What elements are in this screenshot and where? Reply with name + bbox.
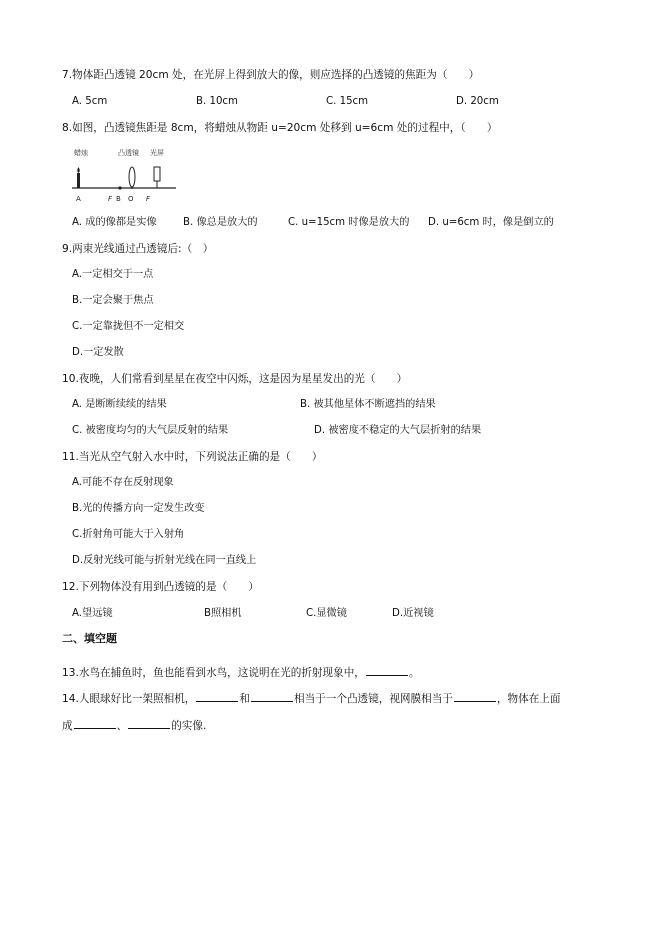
q10-stem: 10.夜晚，人们常看到星星在夜空中闪烁，这是因为星星发出的光（ ） (62, 373, 408, 385)
q12-option-a: A.望远镜 (72, 608, 113, 619)
q14-text-c: 相当于一个凸透镜，视网膜相当于 (293, 693, 453, 705)
q8-option-b: B. 像总是放大的 (183, 217, 258, 228)
optical-bench-figure (70, 143, 180, 205)
q11-option-b: B.光的传播方向一定发生改变 (72, 503, 205, 514)
figure-label-o: O (128, 195, 134, 203)
q7-option-a: A. 5cm (72, 96, 108, 107)
q11-option-d: D.反射光线可能与折射光线在同一直线上 (72, 555, 257, 566)
lens-shape (129, 167, 135, 187)
q14-blank-2[interactable] (251, 691, 293, 702)
figure-label-b: B (116, 195, 121, 203)
q8-option-a: A. 成的像都是实像 (72, 217, 157, 228)
q14-text-a: 14.人眼球好比一架照相机， (62, 693, 196, 705)
q11-option-a: A.可能不存在反射现象 (72, 477, 174, 488)
q10-option-a: A. 是断断续续的结果 (72, 399, 167, 410)
q7-option-b: B. 10cm (196, 96, 238, 107)
figure-label-a: A (76, 195, 81, 203)
q7-option-d: D. 20cm (456, 96, 499, 107)
q14-blank-4[interactable] (74, 718, 116, 729)
q7-stem: 7.物体距凸透镜 20cm 处，在光屏上得到放大的像，则应选择的凸透镜的焦距为（ ） (62, 69, 480, 81)
q12-option-d: D.近视镜 (392, 608, 434, 619)
q14-text-f: 、 (116, 720, 128, 732)
screen-shape (154, 167, 160, 181)
q10-option-b: B. 被其他星体不断遮挡的结果 (300, 399, 436, 410)
q10-option-c: C. 被密度均匀的大气层反射的结果 (72, 425, 229, 436)
q14-blank-1[interactable] (196, 691, 238, 702)
q12-stem: 12.下列物体没有用到凸透镜的是（ ） (62, 581, 259, 593)
q14-line-2 (62, 718, 206, 733)
q13-text: 13.水鸟在捕鱼时，鱼也能看到水鸟，这说明在光的折射现象中， (62, 667, 365, 679)
q9-stem: 9.两束光线通过凸透镜后:（ ） (62, 243, 214, 255)
q14-text-e: 成 (62, 720, 73, 732)
figure-label-candle: 蜡烛 (74, 149, 88, 157)
q13-end: 。 (408, 667, 420, 679)
q9-option-b: B.一定会聚于焦点 (72, 295, 154, 306)
section-heading-fill-in: 二、填空题 (62, 632, 117, 645)
q9-option-d: D.一定发散 (72, 347, 124, 358)
q13-blank[interactable] (366, 665, 408, 676)
q12-option-c: C.显微镜 (306, 608, 347, 619)
q11-stem: 11.当光从空气射入水中时，下列说法正确的是（ ） (62, 451, 323, 463)
q7-option-c: C. 15cm (326, 96, 369, 107)
q12-option-b: B照相机 (204, 608, 242, 619)
q14-blank-5[interactable] (128, 718, 170, 729)
q13 (62, 665, 419, 680)
q14-line-1 (62, 691, 560, 706)
figure-label-f1: F (108, 195, 113, 203)
candle-shape (77, 173, 80, 188)
q9-option-a: A.一定相交于一点 (72, 269, 154, 280)
figure-label-lens: 凸透镜 (118, 149, 139, 157)
figure-label-f2: F (146, 195, 151, 203)
q14-text-b: 和 (239, 693, 250, 705)
q14-text-g: 的实像. (171, 720, 207, 732)
q9-option-c: C.一定靠拢但不一定相交 (72, 321, 185, 332)
q11-option-c: C.折射角可能大于入射角 (72, 529, 185, 540)
q10-option-d: D. 被密度不稳定的大气层折射的结果 (314, 425, 482, 436)
q8-option-c: C. u=15cm 时像是放大的 (288, 217, 410, 228)
q14-text-d: ，物体在上面 (496, 693, 561, 705)
q14-blank-3[interactable] (454, 691, 496, 702)
q8-option-d: D. u=6cm 时，像是倒立的 (428, 217, 554, 228)
q8-stem: 8.如图，凸透镜焦距是 8cm，将蜡烛从物距 u=20cm 处移到 u=6cm 处的过程中，（ ） (62, 122, 498, 134)
figure-label-screen: 光屏 (150, 149, 164, 157)
